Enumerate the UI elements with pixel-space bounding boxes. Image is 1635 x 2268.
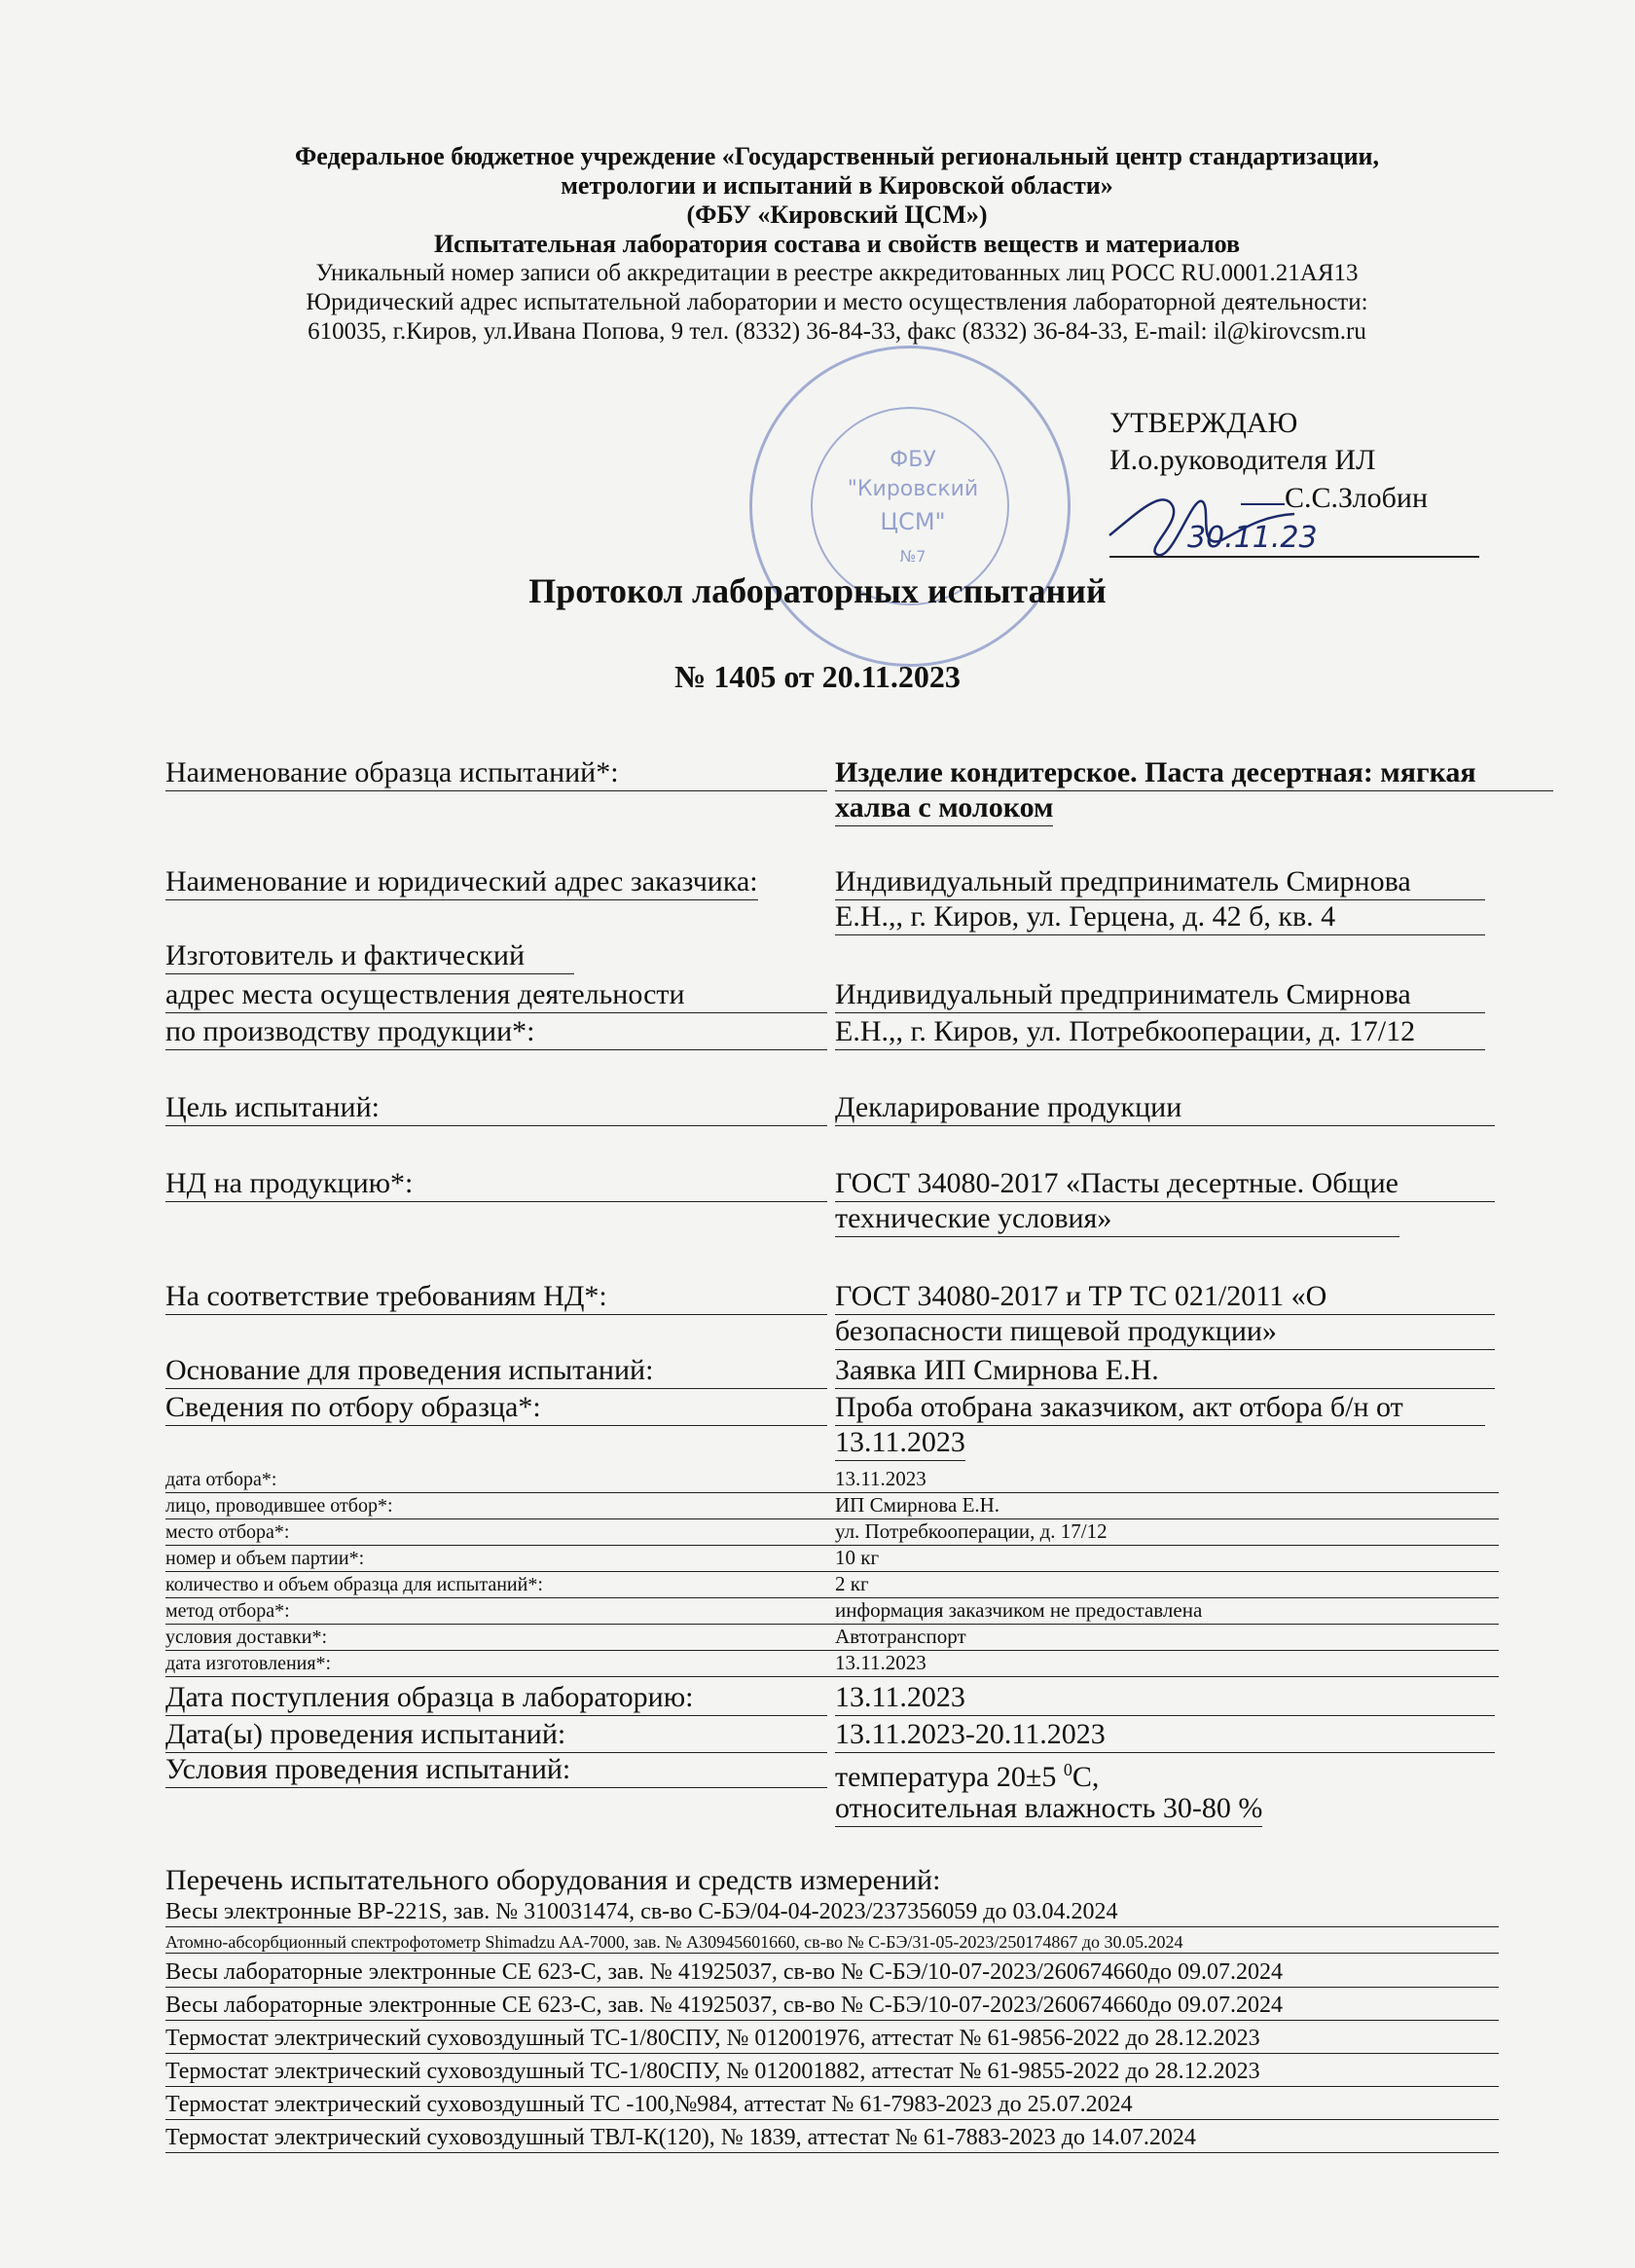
sampling-detail-underline: [165, 1545, 1499, 1546]
protocol-number: № 1405 от 20.11.2023: [674, 659, 961, 694]
sampling-detail-label: место отбора*:: [165, 1521, 290, 1543]
sampling-detail-label: метод отбора*:: [165, 1600, 290, 1622]
maker-label-line-2: адрес места осуществления деятельности: [165, 977, 827, 1013]
equipment-item: Весы электронные ВР-221S, зав. № 310031474, св-во С-БЭ/04-04-2023/237356059 до 03.04.2024: [165, 1898, 1499, 1927]
nd-label: НД на продукцию*:: [165, 1166, 827, 1202]
sample-name-line-1: Изделие кондитерское. Паста десертная: мягкая: [835, 755, 1553, 791]
customer-label: Наименование и юридический адрес заказчика:: [165, 864, 758, 900]
temperature-text: температура 20±5: [835, 1761, 1064, 1793]
maker-line-1: Индивидуальный предприниматель Смирнова: [835, 977, 1485, 1013]
approval-name: С.С.Злобин: [1285, 482, 1428, 514]
protocol-title: Протокол лабораторных испытаний: [528, 571, 1107, 610]
lab-name: Испытательная лаборатория состава и свойств веществ и материалов: [433, 230, 1241, 258]
sampling-detail-underline: [165, 1624, 1499, 1625]
test-conditions-temperature: [835, 1752, 1099, 1795]
approval-underline: [1109, 556, 1479, 558]
org-line-1: Федеральное бюджетное учреждение «Государственный региональный центр стандартизации,: [294, 142, 1380, 170]
sampling-detail-value: Автотранспорт: [835, 1625, 966, 1648]
maker-label-underline-1: [165, 973, 574, 974]
equipment-item: Термостат электрический суховоздушный ТС -100,№984, аттестат № 61-7983-2023 до 25.07.2024: [165, 2091, 1499, 2120]
maker-label-line-3: по производству продукции*:: [165, 1014, 827, 1050]
approval-date: 30.11.23: [1187, 521, 1318, 555]
org-stamp: [749, 346, 1071, 667]
equipment-title: Перечень испытательного оборудования и средств измерений:: [165, 1864, 941, 1896]
sampling-detail-label: дата изготовления*:: [165, 1653, 332, 1674]
address-line-2: 610035, г.Киров, ул.Ивана Попова, 9 тел. (8332) 36-84-33, факс (8332) 36-84-33, E-mail: il@kirovcsm.ru: [308, 318, 1366, 345]
nd-line-1: ГОСТ 34080-2017 «Пасты десертные. Общие: [835, 1166, 1495, 1202]
sampling-detail-value: 10 кг: [835, 1546, 880, 1569]
sample-name-line-2: халва с молоком: [835, 790, 1053, 826]
basis-label: Основание для проведения испытаний:: [165, 1353, 827, 1389]
nd-line-2: технические условия»: [835, 1201, 1399, 1237]
test-conditions-humidity: относительная влажность 30-80 %: [835, 1791, 1262, 1827]
sampling-detail-value: 13.11.2023: [835, 1651, 926, 1674]
purpose-label: Цель испытаний:: [165, 1090, 827, 1126]
maker-line-2: Е.Н.,, г. Киров, ул. Потребкооперации, д. 17/12: [835, 1014, 1485, 1050]
sampling-detail-underline: [165, 1676, 1499, 1677]
approval-title: УТВЕРЖДАЮ: [1109, 407, 1298, 439]
compliance-label: На соответствие требованиям НД*:: [165, 1279, 827, 1315]
equipment-item: Весы лабораторные электронные CE 623-C, зав. № 41925037, св-во № С-БЭ/10-07-2023/260674660до 09.07.2024: [165, 1992, 1499, 2021]
sample-name-label: Наименование образца испытаний*:: [165, 755, 827, 791]
stamp-text-top: ФБУ: [890, 448, 936, 472]
sampling-line-2: 13.11.2023: [835, 1425, 965, 1461]
sampling-detail-label: лицо, проводившее отбор*:: [165, 1495, 393, 1517]
arrival-date-value: 13.11.2023: [835, 1680, 1495, 1716]
sampling-detail-underline: [165, 1597, 1499, 1598]
equipment-item: Весы лабораторные электронные CE 623-C, зав. № 41925037, св-во № С-БЭ/10-07-2023/260674660до 09.07.2024: [165, 1958, 1499, 1988]
purpose-value: Декларирование продукции: [835, 1090, 1495, 1126]
equipment-item: Термостат электрический суховоздушный ТВЛ-К(120), № 1839, аттестат № 61-7883-2023 до 14.07.2024: [165, 2124, 1499, 2153]
stamp-text-middle: "Кировский: [847, 477, 979, 501]
sampling-detail-label: условия доставки*:: [165, 1627, 328, 1648]
sampling-detail-value: ул. Потребкооперации, д. 17/12: [835, 1519, 1108, 1543]
equipment-item: Атомно-абсорбционный спектрофотометр Shimadzu AA-7000, зав. № A30945601660, св-во № С-БЭ/31-05-2023/250174867 до 30.05.2024: [165, 1931, 1499, 1954]
customer-line-2: Е.Н.,, г. Киров, ул. Герцена, д. 42 б, кв. 4: [835, 899, 1485, 935]
sampling-detail-value: 2 кг: [835, 1572, 869, 1595]
equipment-item: Термостат электрический суховоздушный ТС-1/80СПУ, № 012001976, аттестат № 61-9856-2022 до 28.12.2023: [165, 2025, 1499, 2054]
sampling-detail-label: дата отбора*:: [165, 1469, 277, 1490]
sampling-detail-value: 13.11.2023: [835, 1467, 926, 1490]
equipment-item: Термостат электрический суховоздушный ТС-1/80СПУ, № 012001882, аттестат № 61-9855-2022 до 28.12.2023: [165, 2058, 1499, 2087]
sampling-line-1: Проба отобрана заказчиком, акт отбора б/н от: [835, 1390, 1485, 1426]
testing-dates-value: 13.11.2023-20.11.2023: [835, 1717, 1495, 1753]
accreditation-number: Уникальный номер записи об аккредитации в реестре аккредитованных лиц РОСС RU.0001.21АЯ13: [315, 260, 1359, 286]
temperature-unit: С,: [1072, 1761, 1100, 1793]
testing-dates-label: Дата(ы) проведения испытаний:: [165, 1717, 827, 1753]
sampling-detail-underline: [165, 1571, 1499, 1572]
sampling-detail-label: номер и объем партии*:: [165, 1548, 365, 1569]
test-conditions-label: Условия проведения испытаний:: [165, 1752, 827, 1788]
sampling-detail-underline: [165, 1518, 1499, 1519]
sampling-detail-value: ИП Смирнова Е.Н.: [835, 1493, 1000, 1517]
sampling-detail-value: информация заказчиком не предоставлена: [835, 1598, 1203, 1622]
stamp-text-bottom: ЦСМ": [880, 508, 946, 535]
approval-position: И.о.руководителя ИЛ: [1109, 444, 1376, 476]
basis-value: Заявка ИП Смирнова Е.Н.: [835, 1353, 1495, 1389]
compliance-line-2: безопасности пищевой продукции»: [835, 1314, 1495, 1350]
sampling-detail-underline: [165, 1650, 1499, 1651]
org-line-2: метрологии и испытаний в Кировской области»: [561, 171, 1113, 200]
compliance-line-1: ГОСТ 34080-2017 и ТР ТС 021/2011 «О: [835, 1279, 1495, 1315]
stamp-number: №7: [899, 547, 926, 566]
address-line-1: Юридический адрес испытательной лаборатории и место осуществления лабораторной деятельности:: [306, 289, 1368, 315]
maker-label-line-1: Изготовитель и фактический: [165, 939, 525, 971]
sampling-label: Сведения по отбору образца*:: [165, 1390, 827, 1426]
degree-superscript: 0: [1063, 1760, 1072, 1779]
customer-line-1: Индивидуальный предприниматель Смирнова: [835, 864, 1485, 900]
sampling-detail-underline: [165, 1492, 1499, 1493]
sampling-detail-label: количество и объем образца для испытаний*:: [165, 1574, 543, 1595]
arrival-date-label: Дата поступления образца в лабораторию:: [165, 1680, 827, 1716]
org-short-name: (ФБУ «Кировский ЦСМ»): [686, 201, 988, 229]
org-header: [156, 142, 1518, 347]
